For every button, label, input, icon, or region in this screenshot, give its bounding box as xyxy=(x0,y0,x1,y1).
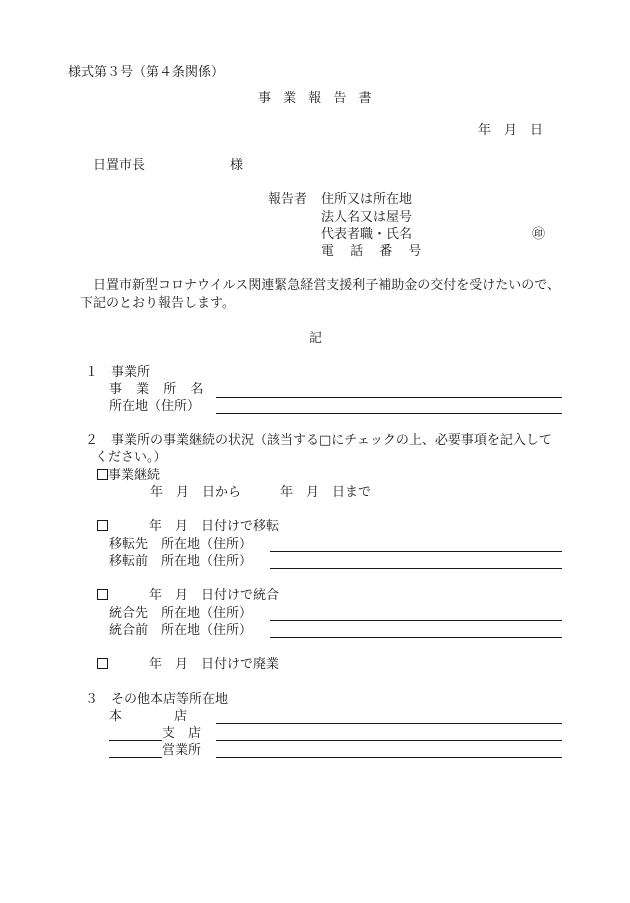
relocate-from-field[interactable] xyxy=(270,568,562,569)
sales-office-address-field[interactable] xyxy=(216,757,562,758)
close-checkbox[interactable] xyxy=(97,658,108,669)
continue-row xyxy=(97,469,160,482)
intro-line-2: 下記のとおり報告します。 xyxy=(80,296,235,311)
reporter-phone-label: 電 話 番 号 xyxy=(321,244,428,259)
ki-heading: 記 xyxy=(309,331,323,346)
branch-label: 支 店 xyxy=(162,726,202,741)
date-line: 年 月 日 xyxy=(478,123,544,138)
merge-to-field[interactable] xyxy=(270,620,562,621)
business-name-field[interactable] xyxy=(216,397,562,398)
merge-from-field[interactable] xyxy=(270,637,562,638)
reporter-corp-label: 法人名又は屋号 xyxy=(321,210,413,225)
section2-heading-2: ください。） xyxy=(95,450,167,465)
merge-to-label: 統合先 所在地（住所） xyxy=(109,606,253,621)
sales-office-name-field[interactable] xyxy=(109,757,162,758)
relocate-to-field[interactable] xyxy=(270,551,562,552)
sales-office-label: 営業所 xyxy=(162,743,202,758)
continue-checkbox[interactable] xyxy=(97,469,108,480)
relocate-from-label: 移転前 所在地（住所） xyxy=(109,554,253,569)
close-row xyxy=(97,658,279,671)
form-number: 様式第３号（第４条関係） xyxy=(68,65,225,80)
reporter-address-label: 住所又は所在地 xyxy=(321,192,413,207)
reporter-label: 報告者 xyxy=(268,192,308,207)
branch-name-field[interactable] xyxy=(109,740,162,741)
merge-label: 年 月 日付けで統合 xyxy=(149,588,280,603)
head-office-label: 本 店 xyxy=(109,709,188,724)
relocate-to-label: 移転先 所在地（住所） xyxy=(109,537,253,552)
close-label: 年 月 日付けで廃業 xyxy=(149,657,280,672)
merge-checkbox[interactable] xyxy=(97,589,108,600)
addressee-name: 日置市長 xyxy=(93,158,146,173)
merge-row xyxy=(97,589,279,602)
branch-address-field[interactable] xyxy=(216,740,562,741)
continue-label: 事業継続 xyxy=(108,468,161,483)
section3-heading: ３ その他本店等所在地 xyxy=(85,692,229,707)
seal-mark: ㊞ xyxy=(532,227,546,242)
relocate-checkbox[interactable] xyxy=(97,520,108,531)
section2-heading-1: ２ 事業所の事業継続の状況（該当する□にチェックの上、必要事項を記入して xyxy=(85,433,552,448)
business-name-label: 事 業 所 名 xyxy=(109,382,209,397)
addressee-honorific: 様 xyxy=(230,158,244,173)
reporter-rep-label: 代表者職・氏名 xyxy=(321,227,413,242)
business-address-field[interactable] xyxy=(216,413,562,414)
head-office-field[interactable] xyxy=(216,723,562,724)
page-title: 事 業 報 告 書 xyxy=(258,91,376,106)
continue-period: 年 月 日から 年 月 日まで xyxy=(150,485,372,500)
relocate-label: 年 月 日付けで移転 xyxy=(149,519,280,534)
merge-from-label: 統合前 所在地（住所） xyxy=(109,623,253,638)
relocate-row xyxy=(97,520,279,533)
section1-heading: １ 事業所 xyxy=(85,365,151,380)
intro-line-1: 日置市新型コロナウイルス関連緊急経営支援利子補助金の交付を受けたいので、 xyxy=(93,278,560,293)
business-address-label: 所在地（住所） xyxy=(109,399,201,414)
